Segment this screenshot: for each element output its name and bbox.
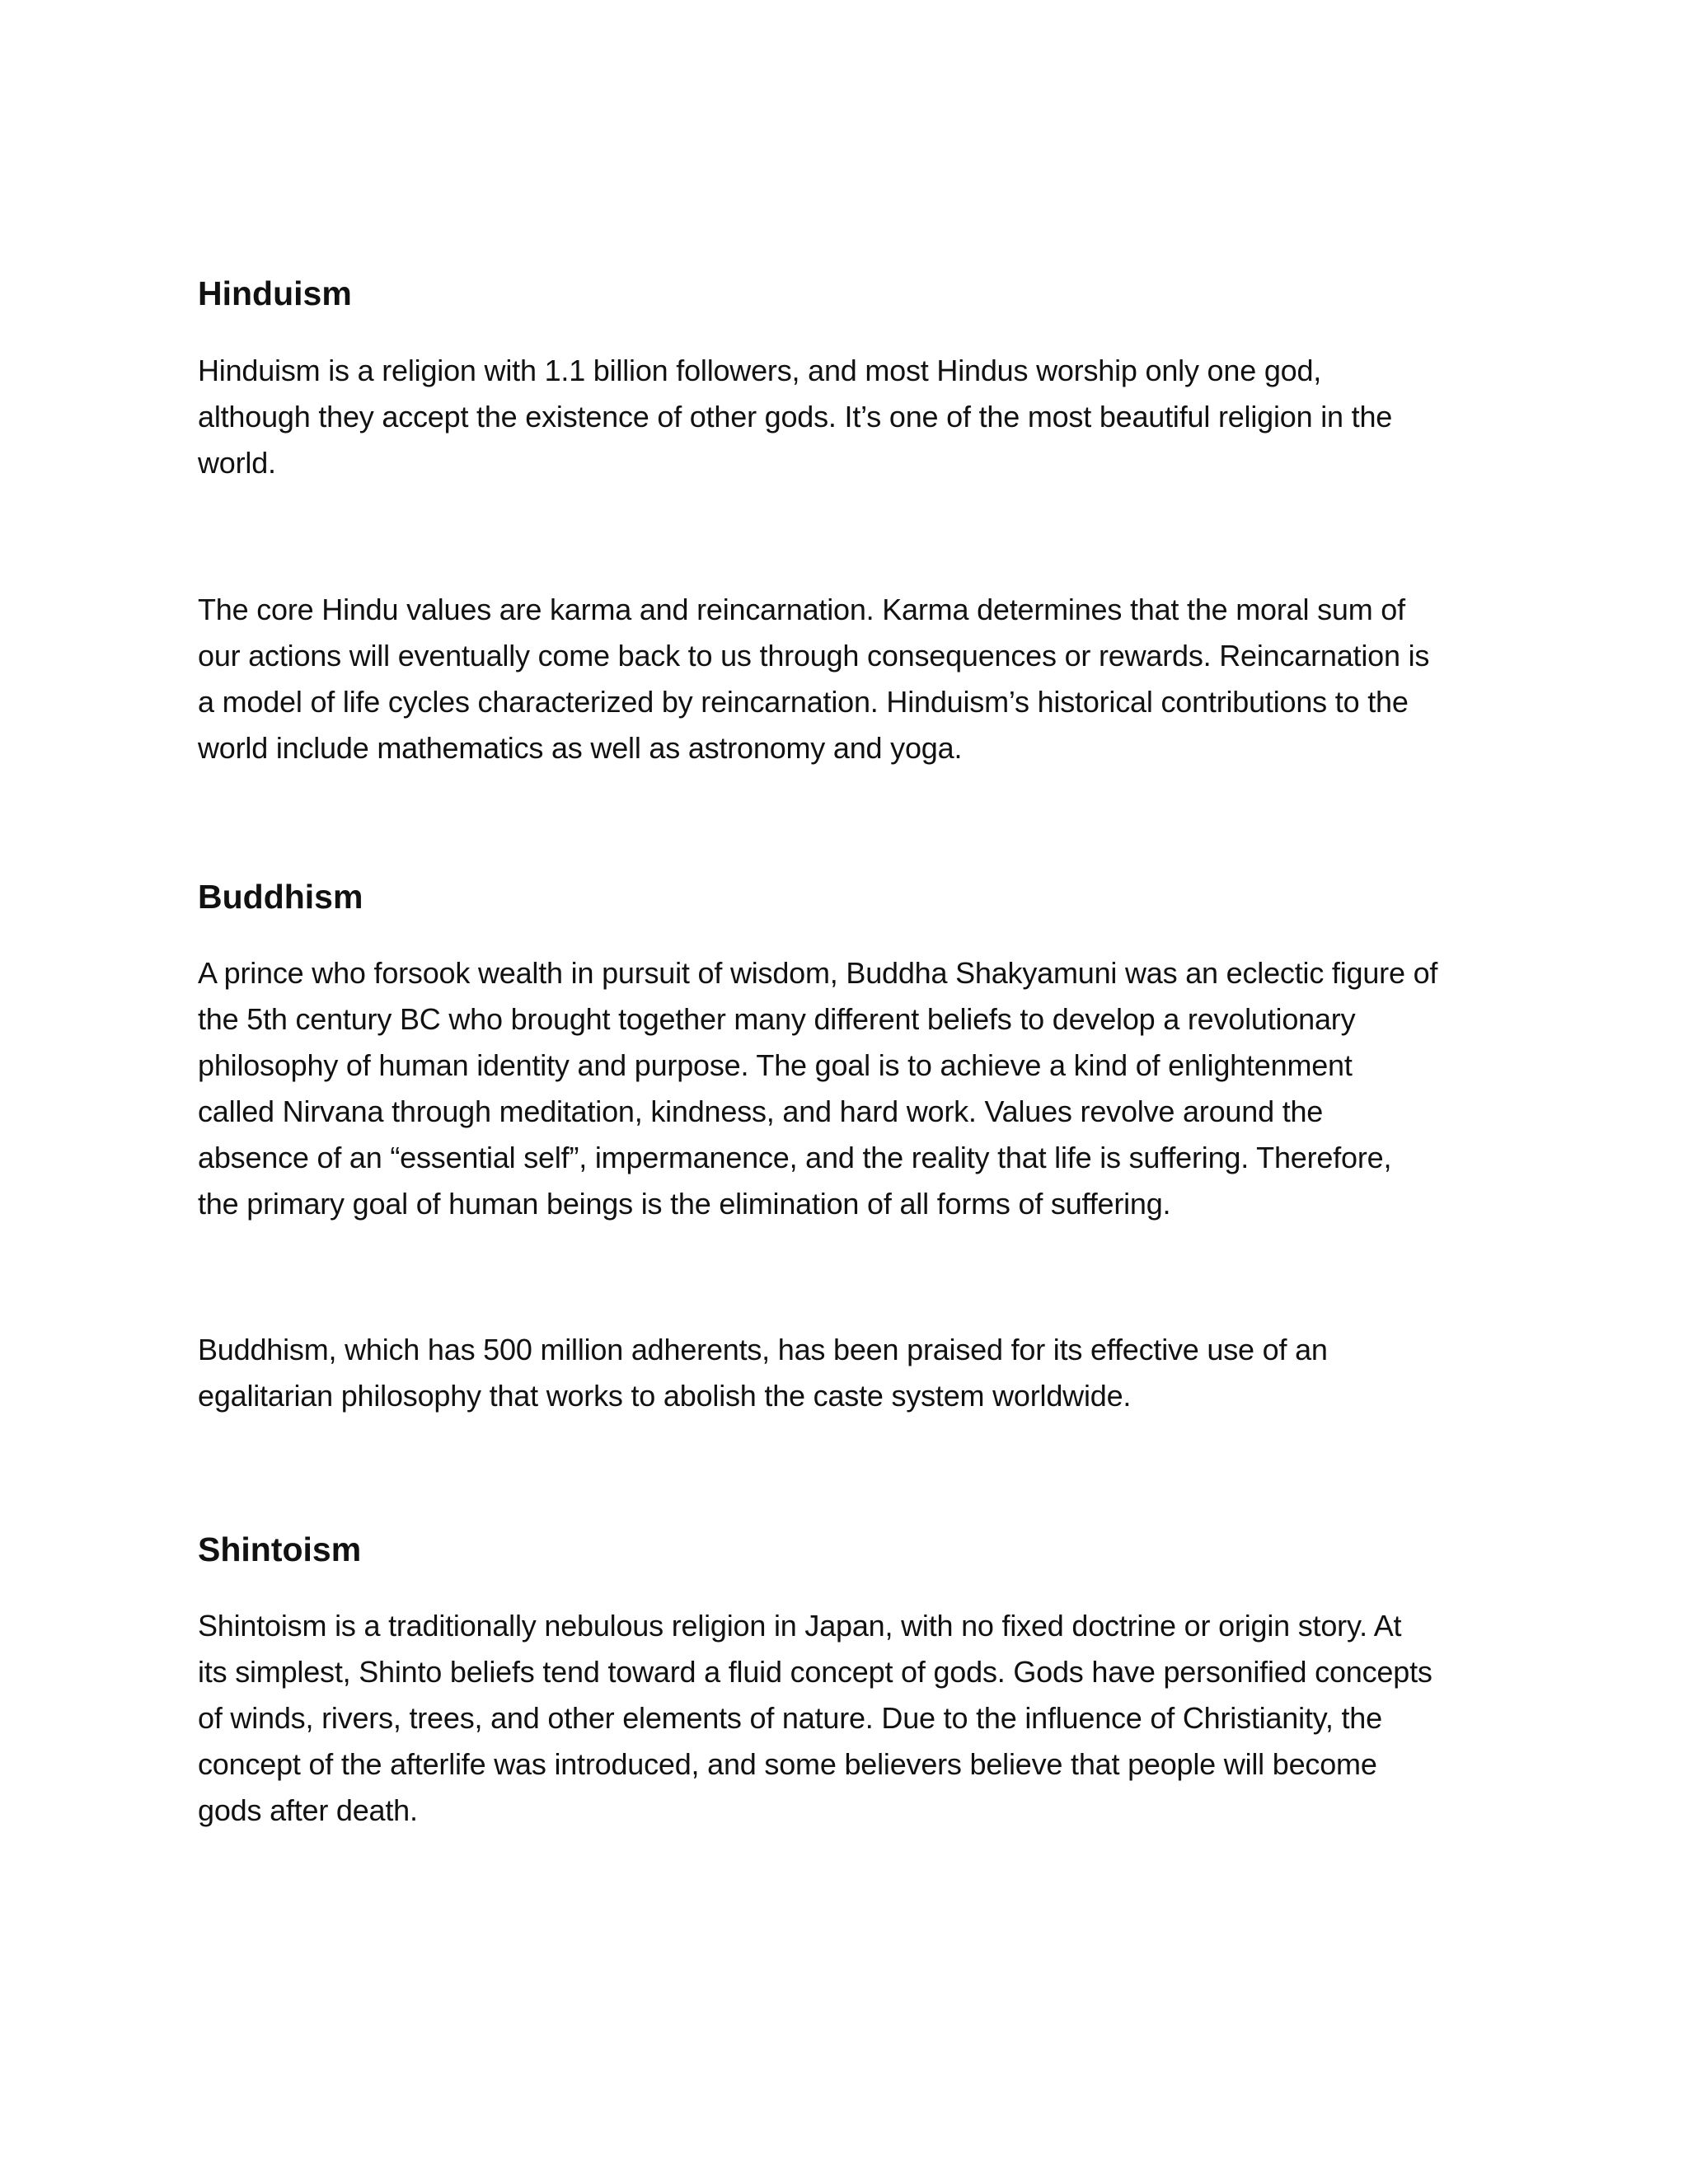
text-line: although they accept the existence of other gods. It’s one of the most beautiful religion in the — [198, 400, 1393, 434]
paragraph-hinduism-1 — [198, 348, 1500, 486]
text-line: its simplest, Shinto beliefs tend toward a fluid concept of gods. Gods have personified concepts — [198, 1655, 1432, 1689]
text-line: gods after death. — [198, 1793, 418, 1827]
paragraph-buddhism-1 — [198, 950, 1500, 1227]
paragraph-hinduism-2 — [198, 587, 1500, 771]
text-line: the primary goal of human beings is the elimination of all forms of suffering. — [198, 1187, 1171, 1221]
text-line: world. — [198, 446, 276, 480]
text-line: our actions will eventually come back to us through consequences or rewards. Reincarnation is — [198, 639, 1430, 673]
section-heading-shintoism: Shintoism — [198, 1530, 362, 1568]
text-line: Shintoism is a traditionally nebulous religion in Japan, with no fixed doctrine or origin story. At — [198, 1609, 1402, 1643]
text-line: egalitarian philosophy that works to abolish the caste system worldwide. — [198, 1379, 1132, 1413]
paragraph-shintoism-1 — [198, 1603, 1500, 1834]
text-line: The core Hindu values are karma and reincarnation. Karma determines that the moral sum of — [198, 593, 1405, 626]
text-line: world include mathematics as well as astronomy and yoga. — [198, 731, 963, 765]
text-line: called Nirvana through meditation, kindness, and hard work. Values revolve around the — [198, 1094, 1324, 1128]
text-line: the 5th century BC who brought together many different beliefs to develop a revolutionary — [198, 1002, 1356, 1036]
text-line: Hinduism is a religion with 1.1 billion followers, and most Hindus worship only one god, — [198, 354, 1322, 387]
section-heading-hinduism: Hinduism — [198, 274, 352, 312]
section-heading-buddhism: Buddhism — [198, 878, 363, 916]
text-line: a model of life cycles characterized by reincarnation. Hinduism’s historical contributions to the — [198, 685, 1409, 719]
text-line: Buddhism, which has 500 million adherents, has been praised for its effective use of an — [198, 1333, 1328, 1366]
text-line: philosophy of human identity and purpose. The goal is to achieve a kind of enlightenment — [198, 1048, 1353, 1082]
text-line: of winds, rivers, trees, and other elements of nature. Due to the influence of Christianity, the — [198, 1701, 1382, 1735]
paragraph-buddhism-2 — [198, 1327, 1500, 1419]
text-line: concept of the afterlife was introduced, and some believers believe that people will become — [198, 1747, 1377, 1781]
text-line: absence of an “essential self”, impermanence, and the reality that life is suffering. Therefore, — [198, 1141, 1392, 1174]
text-line: A prince who forsook wealth in pursuit of wisdom, Buddha Shakyamuni was an eclectic figure of — [198, 956, 1438, 990]
